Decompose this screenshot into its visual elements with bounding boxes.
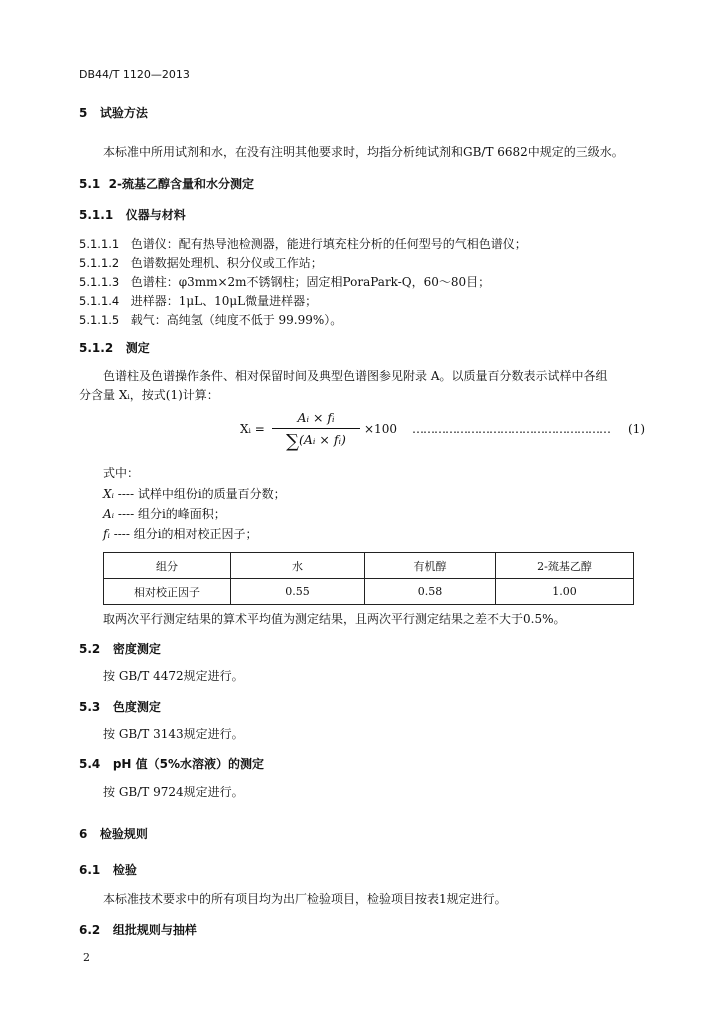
symbol: Aᵢ <box>103 507 115 521</box>
definition: ---- 组分i的峰面积； <box>117 507 226 521</box>
item-text: 色谱数据处理机、积分仪或工作站； <box>130 256 323 270</box>
table-cell: 0.58 <box>365 579 496 605</box>
formula-fraction <box>270 408 362 452</box>
section-number: 5.1.2 <box>79 341 114 355</box>
where-title: 式中： <box>103 466 140 480</box>
item-number: 5.1.1.1 <box>79 237 120 251</box>
section-6-heading <box>79 825 148 842</box>
section-5-2-text: 按 GB/T 4472规定进行。 <box>103 669 244 683</box>
formula-multiplier: ×100 <box>364 422 397 436</box>
section-title: pH 值（5%水溶液）的测定 <box>112 757 264 771</box>
item-text: 色谱仪：配有热导池检测器，能进行填充柱分析的任何型号的气相色谱仪； <box>130 237 527 251</box>
section-5-3-heading <box>79 698 161 715</box>
section-5-2-heading <box>79 640 161 657</box>
sigma-symbol: ∑ <box>286 431 299 452</box>
formula-numerator: Aᵢ × fᵢ <box>297 410 335 425</box>
item-text: 载气：高纯氢（纯度不低于 99.99%）。 <box>130 313 343 327</box>
section-title: 检验 <box>112 863 137 877</box>
section-5-intro: 本标准中所用试剂和水，在没有注明其他要求时，均指分析纯试剂和GB/T 6682中规定的三级水。 <box>103 145 624 159</box>
section-5-4-text: 按 GB/T 9724规定进行。 <box>103 785 244 799</box>
formula-denominator-wrap <box>270 429 362 452</box>
list-item <box>79 273 490 290</box>
section-number: 5 <box>79 106 88 120</box>
where-line <box>103 525 258 542</box>
section-title: 密度测定 <box>112 642 161 656</box>
section-5-3-text: 按 GB/T 3143规定进行。 <box>103 727 244 741</box>
section-number: 6.1 <box>79 863 101 877</box>
symbol: Xᵢ <box>103 487 114 501</box>
table-row <box>104 579 634 605</box>
item-number: 5.1.1.3 <box>79 275 120 289</box>
table-cell: 相对校正因子 <box>104 579 231 605</box>
section-6-1-heading <box>79 861 137 878</box>
section-5-4-heading <box>79 755 264 772</box>
correction-factor-table <box>103 552 634 605</box>
section-title: 组批规则与抽样 <box>112 923 197 937</box>
section-title: 仪器与材料 <box>125 208 186 222</box>
item-text: 色谱柱：φ3mm×2m不锈钢柱；固定相PoraPark-Q，60～80目； <box>130 275 491 289</box>
section-number: 6 <box>79 827 88 841</box>
table-header-cell: 水 <box>231 553 365 579</box>
section-6-1-text: 本标准技术要求中的所有项目均为出厂检验项目，检验项目按表1规定进行。 <box>103 892 507 906</box>
section-title: 试验方法 <box>99 106 148 120</box>
symbol: fᵢ <box>103 527 110 541</box>
doc-code-header: DB44/T 1120—2013 <box>79 68 190 81</box>
section-title: 色度测定 <box>112 700 161 714</box>
item-number: 5.1.1.4 <box>79 294 120 308</box>
definition: ---- 组分i的相对校正因子； <box>113 527 258 541</box>
formula-label: (1) <box>628 422 645 436</box>
section-number: 5.2 <box>79 642 101 656</box>
section-5-1-heading <box>79 175 254 192</box>
list-item <box>79 235 527 252</box>
item-number: 5.1.1.5 <box>79 313 120 327</box>
section-title: 测定 <box>125 341 150 355</box>
paragraph-line: 色谱柱及色谱操作条件、相对保留时间及典型色谱图参见附录 A。以质量百分数表示试样中各组 <box>103 369 608 383</box>
list-item <box>79 311 342 328</box>
section-number: 5.3 <box>79 700 101 714</box>
list-item <box>79 292 317 309</box>
where-line <box>103 505 226 522</box>
section-number: 5.4 <box>79 757 101 771</box>
table-header-row <box>104 553 634 579</box>
table-header-cell: 组分 <box>104 553 231 579</box>
section-6-2-heading <box>79 921 197 938</box>
table-cell: 1.00 <box>496 579 634 605</box>
formula-denominator: (Aᵢ × fᵢ) <box>299 432 346 447</box>
formula-1 <box>240 408 660 456</box>
section-title: 检验规则 <box>99 827 148 841</box>
list-item <box>79 254 323 271</box>
section-number: 5.1.1 <box>79 208 114 222</box>
formula-lhs: Xᵢ = <box>240 422 265 436</box>
formula-leader-dots: ……………………………………………… <box>412 422 610 436</box>
section-number: 6.2 <box>79 923 101 937</box>
section-5-heading <box>79 104 148 121</box>
after-table-text: 取两次平行测定结果的算术平均值为测定结果，且两次平行测定结果之差不大于0.5%。 <box>103 612 566 626</box>
page-number: 2 <box>83 951 90 964</box>
paragraph-line: 分含量 Xᵢ，按式(1)计算： <box>79 388 219 402</box>
table-header-cell: 有机醇 <box>365 553 496 579</box>
definition: ---- 试样中组份i的质量百分数； <box>117 487 286 501</box>
section-5-1-2-heading <box>79 339 150 356</box>
table-header-cell: 2-巯基乙醇 <box>496 553 634 579</box>
section-title: 2-巯基乙醇含量和水分测定 <box>108 177 254 191</box>
item-number: 5.1.1.2 <box>79 256 120 270</box>
section-5-1-1-heading <box>79 206 186 223</box>
where-line <box>103 485 286 502</box>
item-text: 进样器：1μL、10μL微量进样器； <box>130 294 318 308</box>
table-cell: 0.55 <box>231 579 365 605</box>
section-number: 5.1 <box>79 177 101 191</box>
